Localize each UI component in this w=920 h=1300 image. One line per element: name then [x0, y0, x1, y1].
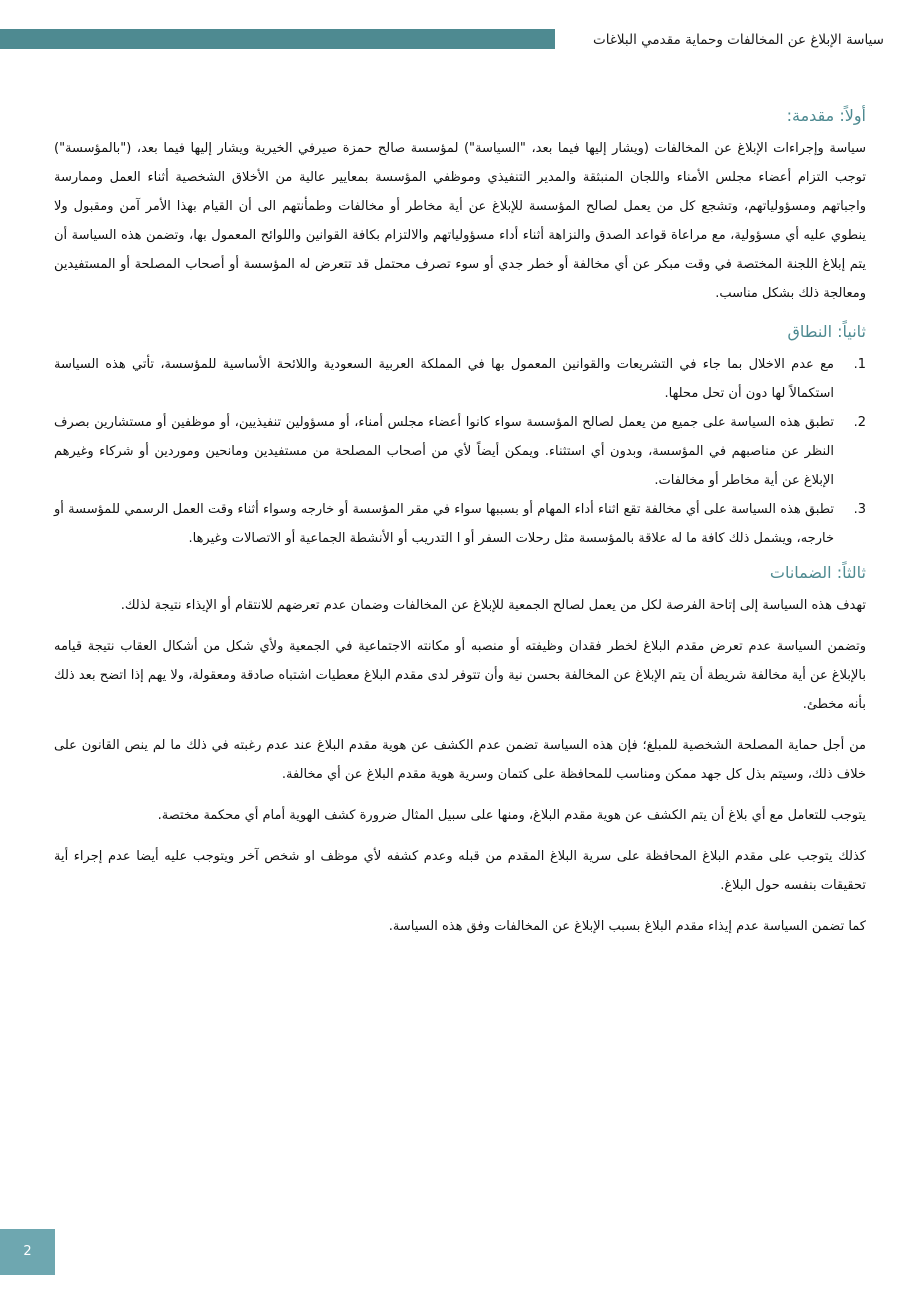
section-heading-intro: أولاً: مقدمة:	[786, 106, 866, 125]
guarantees-paragraph: وتضمن السياسة عدم تعرض مقدم البلاغ لخطر فقدان وظيفته أو منصبه أو مكانته الاجتماعية في الجمعية ولأي شكل من أشكال العقاب نتيجة قيامه بالإبلاغ عن أية مخالفة شريطة أن يتم الإبلاغ عن المخالفة بحسن نية وأن تتوفر لدى مقدم البلاغ معطيات اشتباه صادقة ومعقولة، ولا يهم إذا اتضح بعد ذلك بأنه مخطئ.	[54, 639, 866, 712]
list-item	[54, 350, 866, 408]
section-heading-guarantees: ثالثاً: الضمانات	[769, 563, 866, 582]
scope-list	[54, 350, 866, 553]
list-item-number: 2.	[853, 415, 866, 430]
section-intro	[54, 104, 866, 308]
guarantees-paragraph: كما تضمن السياسة عدم إيذاء مقدم البلاغ بسبب الإبلاغ عن المخالفات وفق هذه السياسة.	[388, 919, 866, 934]
list-item	[54, 408, 866, 495]
list-item-text: تطبق هذه السياسة على أي مخالفة تقع اثناء أداء المهام أو بسببها سواء في مقر المؤسسة أو خارجه وسواء أثناء وقت العمل الرسمي للمؤسسة أو خارجه، ويشمل ذلك كافة ما له علاقة بالمؤسسة مثل رحلات السفر أو ا التدريب أو الأنشطة الجماعية أو الاتصالات وغيرها.	[54, 502, 834, 546]
section-heading-scope: ثانياً: النطاق	[787, 322, 866, 341]
document-body	[54, 104, 866, 953]
list-item-text: تطبق هذه السياسة على جميع من يعمل لصالح المؤسسة سواء كانوا أعضاء مجلس أمناء، أو مسؤولين تنفيذيين، أو موظفين أو مستشارين بصرف النظر عن مناصبهم في المؤسسة، وبدون أي استثناء. ويمكن أيضاً لأي من أصحاب المصلحة من مستفيدين ومانحين وموردين أو شركاء وغيرهم الإبلاغ عن أية مخاطر أو مخالفات.	[54, 415, 834, 488]
document-title: سياسة الإبلاغ عن المخالفات وحماية مقدمي البلاغات	[593, 32, 884, 48]
guarantees-paragraph: يتوجب للتعامل مع أي بلاغ أن يتم الكشف عن هوية مقدم البلاغ، ومنها على سبيل المثال ضرورة كشف الهوية أمام أي محكمة مختصة.	[157, 808, 866, 823]
list-item-text: مع عدم الاخلال بما جاء في التشريعات والقوانين المعمول بها في المملكة العربية السعودية واللائحة الأساسية للمؤسسة، تأتي هذه السياسة استكمالاً لها دون أن تحل محلها.	[54, 357, 834, 401]
guarantees-paragraph: تهدف هذه السياسة إلى إتاحة الفرصة لكل من يعمل لصالح الجمعية للإبلاغ عن المخالفات وضمان عدم تعرضهم للانتقام أو الإيذاء نتيجة لذلك.	[120, 598, 866, 613]
guarantees-paragraph: من أجل حماية المصلحة الشخصية للمبلغ؛ فإن هذه السياسة تضمن عدم الكشف عن هوية مقدم البلاغ عند عدم رغبته في ذلك ما لم ينص القانون على خلاف ذلك، وسيتم بذل كل جهد ممكن ومناسب للمحافظة على كتمان وسرية هوية مقدم البلاغ عن أي مخالفة.	[54, 738, 866, 782]
header-bar	[0, 29, 555, 49]
page-number: 2	[23, 1244, 32, 1259]
list-item-number: 1.	[853, 357, 866, 372]
list-item	[54, 495, 866, 553]
section-guarantees	[54, 561, 866, 941]
intro-paragraph: سياسة وإجراءات الإبلاغ عن المخالفات (ويشار إليها فيما بعد، "السياسة") لمؤسسة صالح حمزة صيرفي الخيرية ويشار إليها فيما بعد، ("بالمؤسسة") توجب التزام أعضاء مجلس الأمناء واللجان المنبثقة والمدير التنفيذي وموظفي المؤسسة بمعايير عالية من الأخلاق الشخصية أثناء العمل وممارسة واجباتهم ومسؤولياتهم، وتشجع كل من يعمل لصالح المؤسسة للإبلاغ عن أية مخاطر أو مخالفات وطمأنتهم الى أن القيام بهذا الأمر آمن ومقبول ولا ينطوي عليه أي مسؤولية، مع مراعاة قواعد الصدق والنزاهة أثناء أداء مسؤولياتهم والالتزام بكافة القوانين واللوائح المعمول بها، وتضمن هذه السياسة أن يتم إبلاغ اللجنة المختصة في وقت مبكر عن أي مخالفة أو خطر جدي أو سوء تصرف محتمل قد تتعرض له المؤسسة أو أصحاب المصلحة أو المستفيدين ومعالجة ذلك بشكل مناسب.	[54, 141, 866, 301]
guarantees-paragraph: كذلك يتوجب على مقدم البلاغ المحافظة على سرية البلاغ المقدم من قبله وعدم كشفه لأي موظف او شخص آخر ويتوجب عليه أيضا عدم إجراء أية تحقيقات بنفسه حول البلاغ.	[54, 849, 866, 893]
section-scope	[54, 320, 866, 553]
list-item-number: 3.	[853, 502, 866, 517]
